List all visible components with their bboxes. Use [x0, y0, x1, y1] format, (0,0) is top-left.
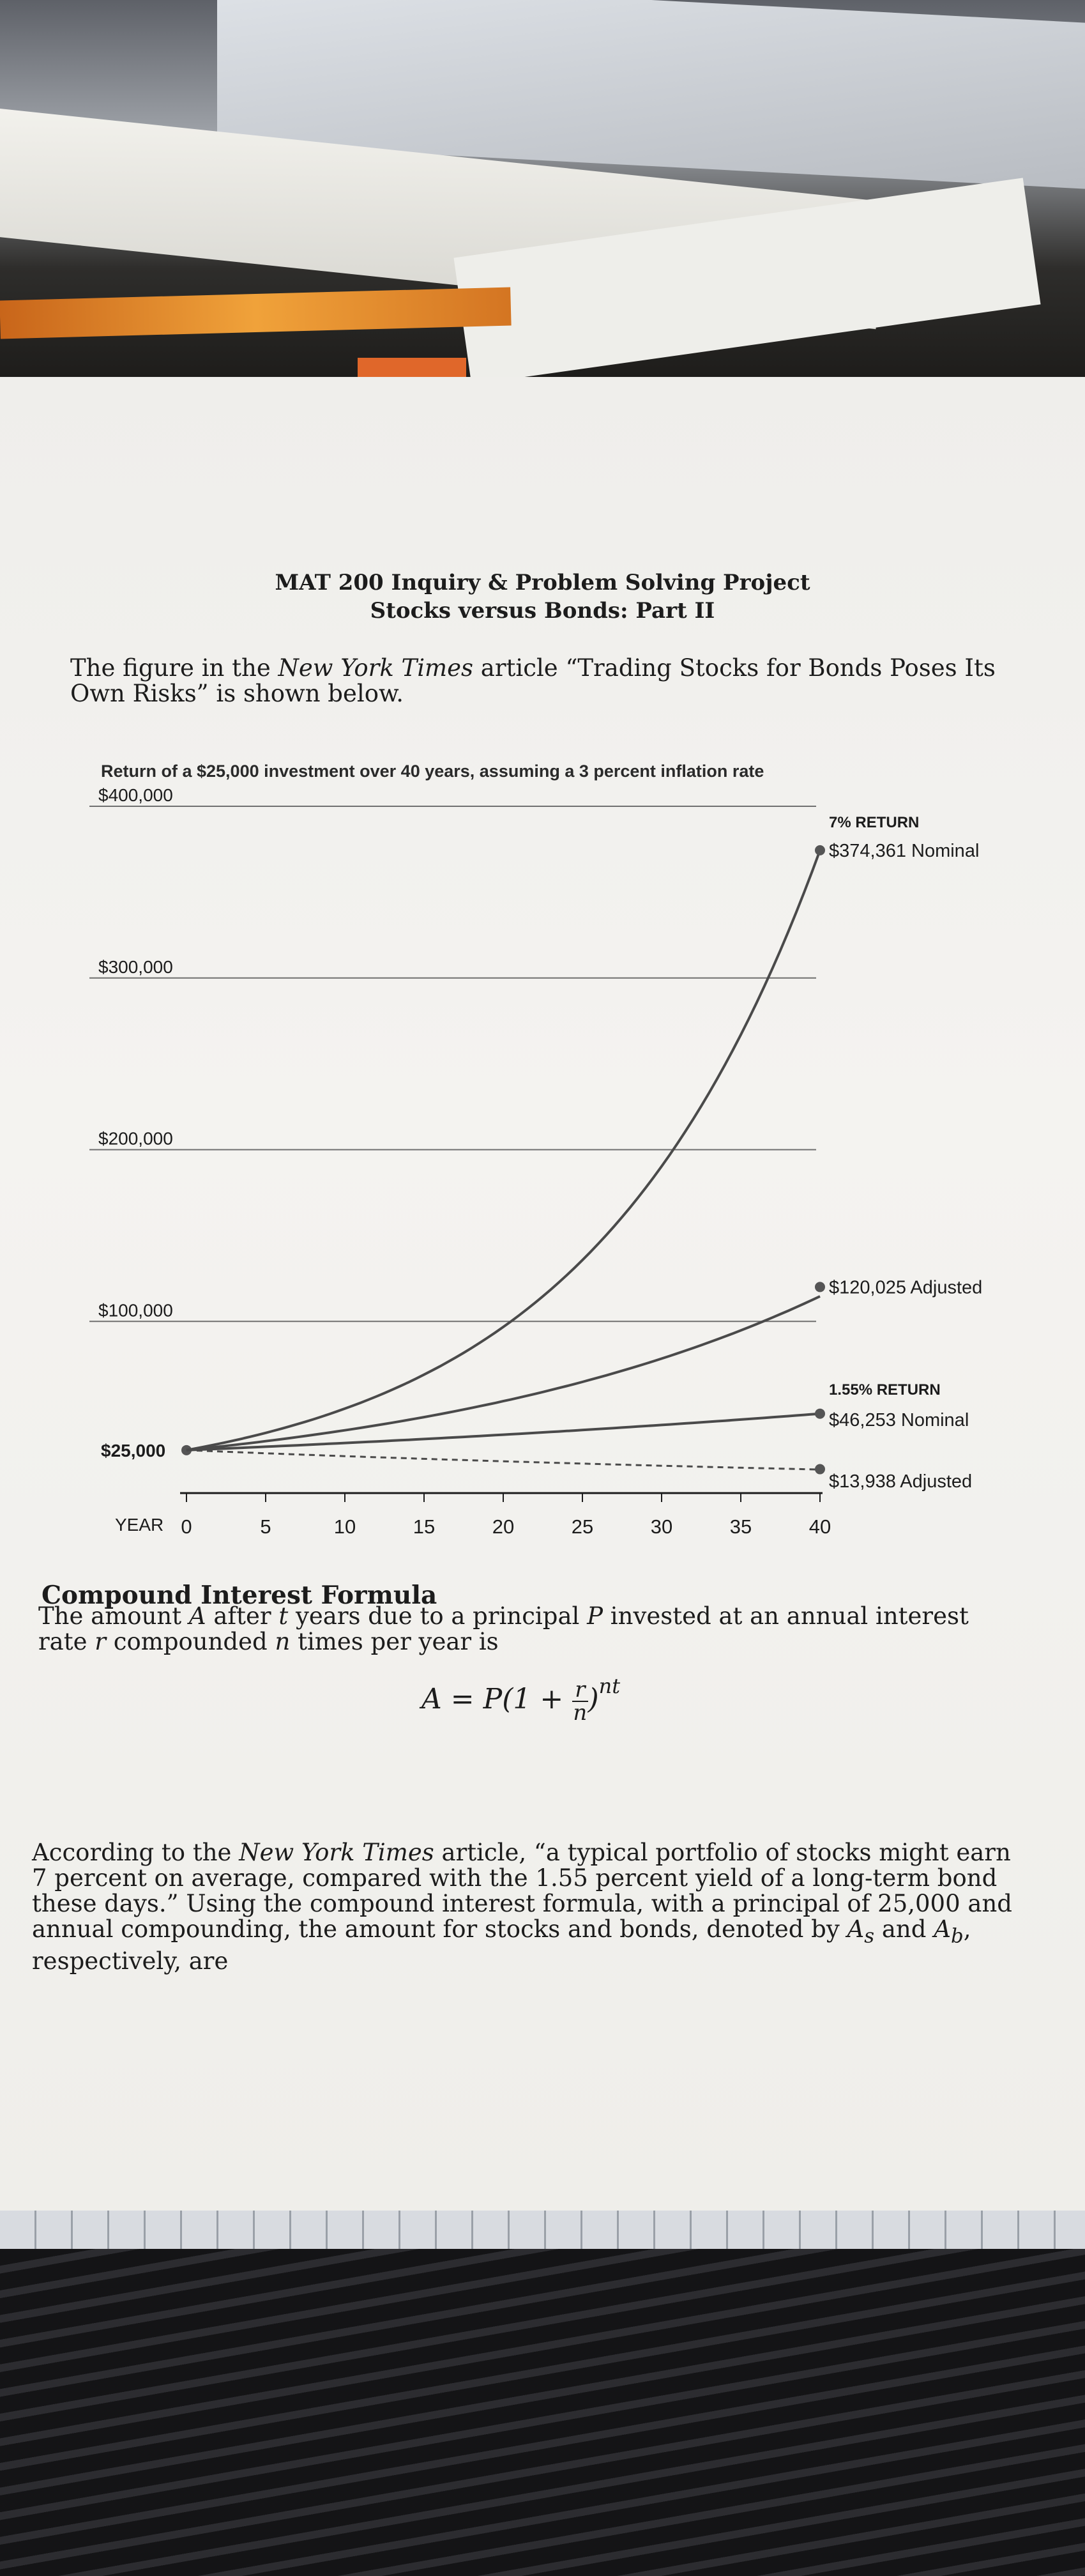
def-var-A: A	[188, 1602, 206, 1630]
chart-series	[186, 845, 825, 1475]
def-text-2: after	[206, 1602, 279, 1630]
intro-source: New York Times	[278, 654, 474, 682]
series-group-label: 7% RETURN	[829, 813, 920, 831]
closing-var-As: A	[847, 1915, 865, 1943]
definition-paragraph	[38, 1604, 971, 1655]
x-tick-label: 30	[650, 1515, 673, 1538]
formula-exponent: nt	[598, 1674, 621, 1698]
compound-interest-formula	[421, 1674, 620, 1724]
closing-text-4: , respectively, are	[32, 1915, 971, 1975]
def-var-t: t	[278, 1602, 289, 1630]
chart-y-labels	[98, 785, 192, 1460]
notebook-edge	[0, 2211, 1085, 2249]
section-heading: Compound Interest Formula	[42, 1581, 437, 1610]
x-tick-label: 5	[260, 1515, 271, 1538]
def-text-3: years due to a principal	[288, 1602, 588, 1630]
x-tick-label: 35	[729, 1515, 752, 1538]
series-line-1	[186, 1296, 820, 1450]
chart-gridlines	[89, 806, 816, 1321]
x-axis-label: YEAR	[115, 1515, 164, 1535]
y-tick-label: $100,000	[98, 1300, 173, 1321]
def-text-4: invested at an annual interest rate	[38, 1602, 969, 1655]
fabric-background	[0, 2249, 1085, 2576]
series-end-label: $46,253 Nominal	[829, 1410, 969, 1430]
def-var-P: P	[587, 1602, 603, 1630]
intro-text-2: article “Trading Stocks for Bonds Poses Its Own Risks” is shown below.	[70, 654, 996, 707]
project-subtitle: Stocks versus Bonds: Part II	[370, 598, 715, 624]
series-end-point-1	[815, 1282, 825, 1292]
chart-end-labels	[829, 814, 982, 1492]
chart-x-axis	[115, 1493, 831, 1538]
closing-text-1: According to the	[32, 1839, 239, 1866]
series-end-label: $374,361 Nominal	[829, 840, 980, 861]
x-tick-label: 10	[333, 1515, 356, 1538]
series-end-point-2	[815, 1409, 825, 1419]
series-end-point-3	[815, 1464, 825, 1475]
closing-sub-s: s	[864, 1924, 875, 1948]
x-tick-label: 25	[571, 1515, 594, 1538]
closing-text-2: article, “a typical portfolio of stocks might earn 7 percent on average, compared with the 1.55 percent yield of a long-term bond these days.” Using the compound interest formula, with a principal of 25,000 and annual compounding, the amount for stocks and bonds, denoted by	[32, 1839, 1012, 1943]
formula-denominator: n	[573, 1699, 588, 1726]
def-var-r: r	[95, 1628, 106, 1655]
formula-close: )	[588, 1683, 599, 1715]
formula-fraction	[572, 1676, 588, 1726]
x-tick-label: 0	[181, 1515, 192, 1538]
def-var-n: n	[275, 1628, 291, 1655]
y-tick-label: $300,000	[98, 956, 173, 977]
intro-text-1: The figure in the	[70, 654, 278, 682]
closing-source: New York Times	[239, 1839, 434, 1866]
y-tick-label: $400,000	[98, 785, 173, 805]
series-group-label: 1.55% RETURN	[829, 1381, 941, 1399]
closing-sub-b: b	[950, 1924, 964, 1948]
course-title: MAT 200 Inquiry & Problem Solving Project	[275, 570, 810, 595]
series-end-label: $13,938 Adjusted	[829, 1471, 973, 1492]
closing-text-3: and	[874, 1915, 934, 1943]
formula-numerator: r	[572, 1679, 588, 1702]
series-line-3	[186, 1450, 820, 1469]
series-end-label: $120,025 Adjusted	[829, 1277, 983, 1298]
chart-title: Return of a $25,000 investment over 40 years, assuming a 3 percent inflation rate	[101, 762, 764, 781]
x-tick-label: 20	[492, 1515, 515, 1538]
def-text-6: times per year is	[290, 1628, 499, 1655]
closing-var-Ab: A	[934, 1915, 951, 1943]
closing-paragraph	[32, 1840, 1028, 1974]
formula-lhs: A = P	[421, 1683, 503, 1715]
x-tick-label: 40	[808, 1515, 831, 1538]
formula-open: (1 +	[502, 1683, 573, 1715]
series-line-2	[186, 1414, 820, 1450]
y-tick-label: $200,000	[98, 1128, 173, 1149]
start-value-label: $25,000	[101, 1440, 166, 1460]
x-tick-label: 15	[413, 1515, 436, 1538]
def-text-5: compounded	[105, 1628, 275, 1655]
def-text-1: The amount	[38, 1602, 189, 1630]
series-end-point-0	[815, 845, 825, 855]
